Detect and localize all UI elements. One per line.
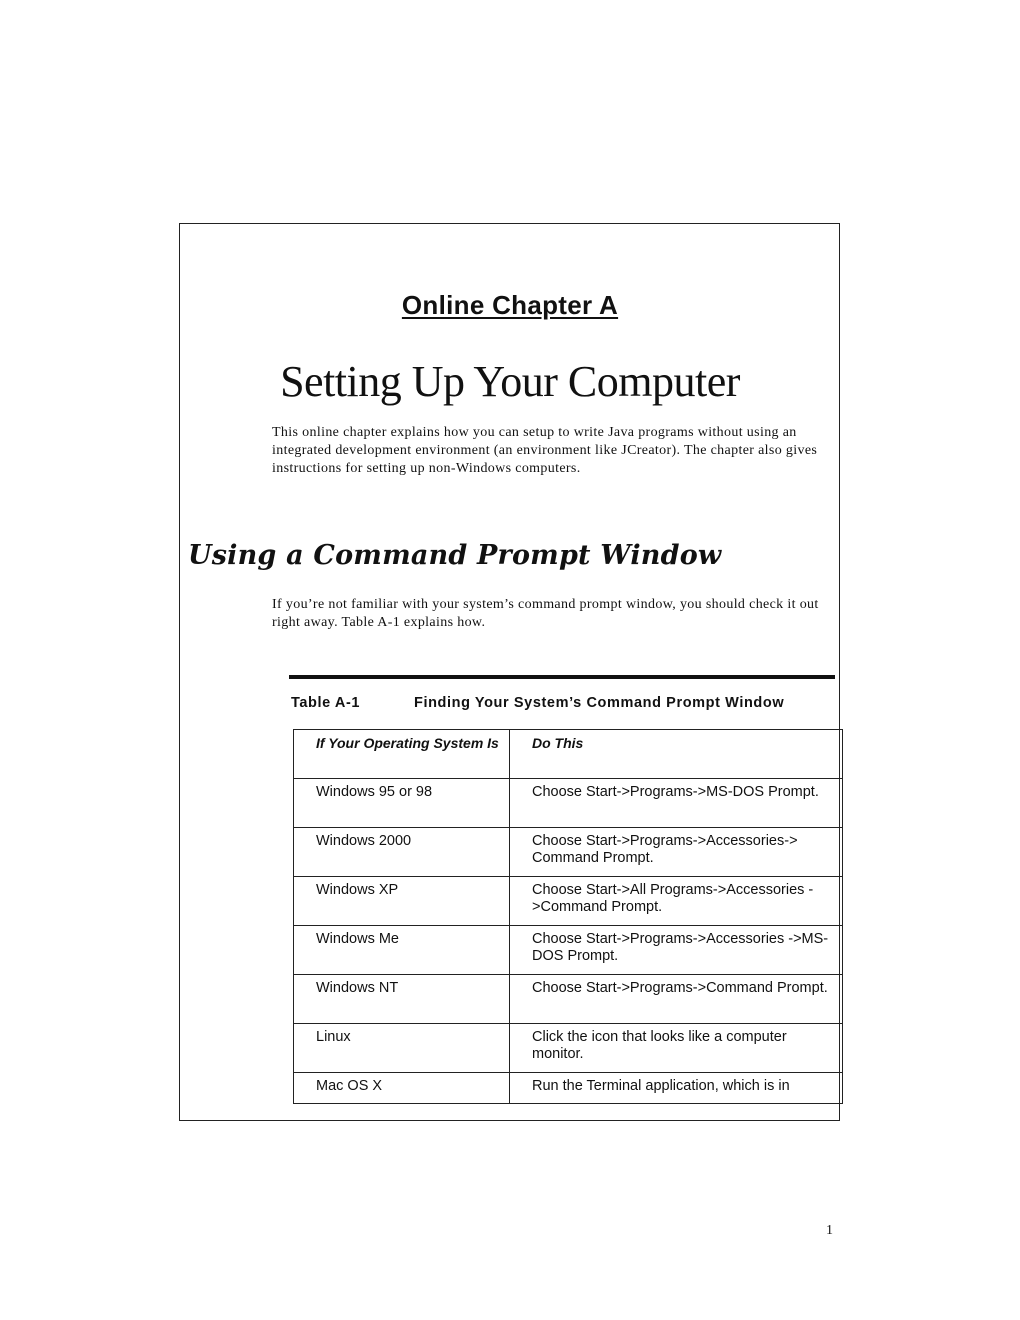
os-cell: Windows XP [294,877,510,926]
os-cell: Windows NT [294,975,510,1024]
section-heading: Using a Command Prompt Window [188,540,722,571]
instruction-cell: Choose Start->Programs->MS-DOS Prompt. [510,779,843,828]
os-cell: Mac OS X [294,1073,510,1104]
os-command-prompt-table [293,729,843,1104]
table-row [294,828,843,877]
table-row [294,926,843,975]
instruction-cell: Choose Start->Programs->Command Prompt. [510,975,843,1024]
table-row [294,877,843,926]
instruction-cell: Choose Start->Programs->Accessories-> Command Prompt. [510,828,843,877]
page-number: 1 [826,1223,833,1238]
table-header-row [294,730,843,779]
chapter-label: Online Chapter A [401,290,619,320]
table-row [294,779,843,828]
header-do-this: Do This [510,730,843,779]
table-caption-title: Finding Your System’s Command Prompt Window [414,695,785,711]
instruction-cell: Click the icon that looks like a computer monitor. [510,1024,843,1073]
table-top-rule [289,675,835,679]
os-cell: Linux [294,1024,510,1073]
instruction-cell: Run the Terminal application, which is in [510,1073,843,1104]
chapter-intro: This online chapter explains how you can setup to write Java programs without using an integrated development environment (an environment like JCreator). The chapter also gives instructions for setting up non-Windows computers. [272,425,818,476]
table-row [294,1073,843,1104]
instruction-cell: Choose Start->All Programs->Accessories ->Command Prompt. [510,877,843,926]
table-caption [291,695,836,711]
section-paragraph: If you’re not familiar with your system’s command prompt window, you should check it out right away. Table A-1 explains how. [272,597,819,630]
table-row [294,1024,843,1073]
chapter-title: Setting Up Your Computer [280,357,740,406]
instruction-cell: Choose Start->Programs->Accessories ->MS-DOS Prompt. [510,926,843,975]
os-cell: Windows 95 or 98 [294,779,510,828]
os-cell: Windows Me [294,926,510,975]
header-operating-system: If Your Operating System Is [294,730,510,779]
table-row [294,975,843,1024]
os-cell: Windows 2000 [294,828,510,877]
table-caption-number: Table A-1 [291,695,361,711]
